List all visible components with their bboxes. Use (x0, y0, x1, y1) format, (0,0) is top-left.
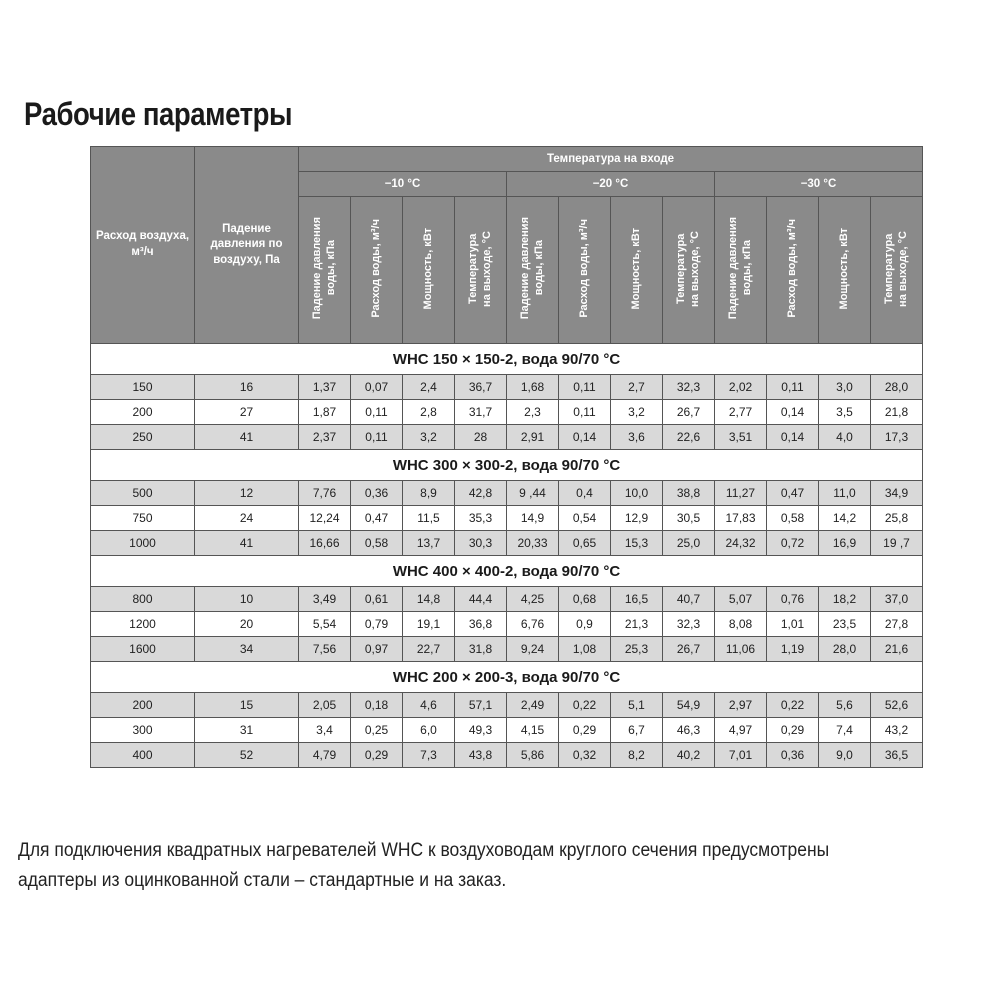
table-cell: 0,18 (351, 693, 403, 718)
table-cell: 2,97 (715, 693, 767, 718)
table-cell: 3,5 (819, 400, 871, 425)
table-cell: 41 (195, 531, 299, 556)
subheader-power (819, 197, 871, 344)
table-cell: 57,1 (455, 693, 507, 718)
table-cell: 0,22 (559, 693, 611, 718)
table-cell: 20,33 (507, 531, 559, 556)
table-cell: 0,65 (559, 531, 611, 556)
table-cell: 750 (91, 506, 195, 531)
table-cell: 3,4 (299, 718, 351, 743)
table-cell: 300 (91, 718, 195, 743)
table-cell: 30,5 (663, 506, 715, 531)
table-cell: 1,19 (767, 637, 819, 662)
table-cell: 200 (91, 693, 195, 718)
subheader-water-flow (559, 197, 611, 344)
table-cell: 21,8 (871, 400, 923, 425)
table-cell: 10,0 (611, 481, 663, 506)
subheader-label: Температура на выходе, °С (466, 230, 493, 307)
table-row (91, 506, 923, 531)
table-cell: 1,37 (299, 375, 351, 400)
table-cell: 34 (195, 637, 299, 662)
table-cell: 52 (195, 743, 299, 768)
table-cell: 28,0 (871, 375, 923, 400)
table-cell: 2,49 (507, 693, 559, 718)
temperature-minus-10-header: −10 °C (299, 172, 507, 197)
table-cell: 0,47 (351, 506, 403, 531)
table-cell: 4,6 (403, 693, 455, 718)
table-cell: 26,7 (663, 637, 715, 662)
subheader-outlet-temperature (663, 197, 715, 344)
table-cell: 0,11 (559, 375, 611, 400)
table-cell: 25,0 (663, 531, 715, 556)
table-cell: 32,3 (663, 375, 715, 400)
table-cell: 37,0 (871, 587, 923, 612)
table-cell: 0,9 (559, 612, 611, 637)
table-cell: 36,5 (871, 743, 923, 768)
table-cell: 4,0 (819, 425, 871, 450)
subheader-label: Расход воды, м³/ч (577, 219, 590, 318)
group-title: WHC 200 × 200-3, вода 90/70 °С (91, 662, 923, 693)
table-cell: 4,79 (299, 743, 351, 768)
table-body (91, 344, 923, 768)
table-cell: 46,3 (663, 718, 715, 743)
page-title: Рабочие параметры (24, 96, 293, 132)
table-cell: 500 (91, 481, 195, 506)
table-cell: 0,61 (351, 587, 403, 612)
table-cell: 14,9 (507, 506, 559, 531)
table-row (91, 481, 923, 506)
table-cell: 16,5 (611, 587, 663, 612)
table-cell: 1,08 (559, 637, 611, 662)
table-cell: 17,83 (715, 506, 767, 531)
subheader-label: Падение давления воды, кПа (726, 217, 753, 320)
table-cell: 24,32 (715, 531, 767, 556)
table-cell: 30,3 (455, 531, 507, 556)
table-cell: 11,5 (403, 506, 455, 531)
table-cell: 0,79 (351, 612, 403, 637)
table-cell: 0,14 (767, 400, 819, 425)
table-cell: 26,7 (663, 400, 715, 425)
table-row (91, 693, 923, 718)
table-cell: 13,7 (403, 531, 455, 556)
table-cell: 31,7 (455, 400, 507, 425)
subheader-outlet-temperature (871, 197, 923, 344)
table-cell: 0,25 (351, 718, 403, 743)
table-cell: 0,11 (559, 400, 611, 425)
table-cell: 5,1 (611, 693, 663, 718)
table-cell: 21,3 (611, 612, 663, 637)
table-cell: 31,8 (455, 637, 507, 662)
table-cell: 9,0 (819, 743, 871, 768)
table-cell: 0,29 (351, 743, 403, 768)
table-cell: 40,7 (663, 587, 715, 612)
table-cell: 4,15 (507, 718, 559, 743)
table-cell: 6,0 (403, 718, 455, 743)
table-cell: 5,54 (299, 612, 351, 637)
table-cell: 4,25 (507, 587, 559, 612)
table-cell: 200 (91, 400, 195, 425)
group-row (91, 450, 923, 481)
table-cell: 0,76 (767, 587, 819, 612)
table-cell: 5,6 (819, 693, 871, 718)
subheader-label: Мощность, кВт (421, 227, 434, 310)
table-cell: 3,2 (403, 425, 455, 450)
table-cell: 800 (91, 587, 195, 612)
subheader-label: Температура на выходе, °С (674, 230, 701, 307)
table-cell: 7,76 (299, 481, 351, 506)
table-cell: 150 (91, 375, 195, 400)
subheader-power (611, 197, 663, 344)
footnote-line-2: адаптеры из оцинкованной стали – стандартные и на заказ. (18, 870, 507, 891)
table-cell: 2,77 (715, 400, 767, 425)
table-cell: 0,14 (559, 425, 611, 450)
table-cell: 44,4 (455, 587, 507, 612)
table-cell: 1,68 (507, 375, 559, 400)
table-cell: 1,87 (299, 400, 351, 425)
table-cell: 0,97 (351, 637, 403, 662)
table-cell: 0,11 (351, 425, 403, 450)
table-cell: 7,56 (299, 637, 351, 662)
table-cell: 4,97 (715, 718, 767, 743)
table-cell: 0,72 (767, 531, 819, 556)
table-cell: 3,2 (611, 400, 663, 425)
table-cell: 1200 (91, 612, 195, 637)
table-cell: 41 (195, 425, 299, 450)
table-cell: 250 (91, 425, 195, 450)
footnote-line-1: Для подключения квадратных нагревателей WHC к воздуховодам круглого сечения предусмотрены (18, 840, 830, 861)
table-cell: 6,76 (507, 612, 559, 637)
group-row (91, 344, 923, 375)
table-header (91, 147, 923, 344)
subheader-water-pressure-drop (299, 197, 351, 344)
inlet-temperature-header: Температура на входе (299, 147, 923, 172)
table-cell: 9 ,44 (507, 481, 559, 506)
table-cell: 0,54 (559, 506, 611, 531)
subheader-label: Расход воды, м³/ч (369, 219, 382, 318)
group-row (91, 662, 923, 693)
table-cell: 25,8 (871, 506, 923, 531)
table-cell: 19 ,7 (871, 531, 923, 556)
table-row (91, 587, 923, 612)
table-row (91, 612, 923, 637)
table-cell: 12,9 (611, 506, 663, 531)
table-cell: 16 (195, 375, 299, 400)
table-cell: 11,06 (715, 637, 767, 662)
table-cell: 2,3 (507, 400, 559, 425)
table-cell: 34,9 (871, 481, 923, 506)
table-cell: 27 (195, 400, 299, 425)
subheader-label: Мощность, кВт (837, 227, 850, 310)
footnote (18, 836, 993, 896)
table-cell: 38,8 (663, 481, 715, 506)
table-cell: 3,49 (299, 587, 351, 612)
table-row (91, 531, 923, 556)
subheader-label: Падение давления воды, кПа (518, 217, 545, 320)
table-cell: 6,7 (611, 718, 663, 743)
table-cell: 12,24 (299, 506, 351, 531)
table-cell: 0,58 (351, 531, 403, 556)
table-cell: 7,3 (403, 743, 455, 768)
table-cell: 0,11 (767, 375, 819, 400)
table-cell: 0,11 (351, 400, 403, 425)
table-cell: 24 (195, 506, 299, 531)
table-cell: 43,2 (871, 718, 923, 743)
air-pressure-drop-header: Падение давления по воздуху, Па (195, 147, 299, 344)
table-row (91, 637, 923, 662)
table-cell: 16,9 (819, 531, 871, 556)
table-cell: 2,05 (299, 693, 351, 718)
table-cell: 8,08 (715, 612, 767, 637)
table-cell: 1,01 (767, 612, 819, 637)
table-cell: 0,68 (559, 587, 611, 612)
table-cell: 20 (195, 612, 299, 637)
table-cell: 14,2 (819, 506, 871, 531)
table-cell: 21,6 (871, 637, 923, 662)
table-cell: 2,37 (299, 425, 351, 450)
table-cell: 2,91 (507, 425, 559, 450)
table-cell: 0,29 (767, 718, 819, 743)
table-cell: 7,4 (819, 718, 871, 743)
subheader-power (403, 197, 455, 344)
table-cell: 9,24 (507, 637, 559, 662)
table-cell: 22,6 (663, 425, 715, 450)
group-row (91, 556, 923, 587)
table-cell: 0,36 (767, 743, 819, 768)
table-cell: 25,3 (611, 637, 663, 662)
group-title: WHC 400 × 400-2, вода 90/70 °С (91, 556, 923, 587)
subheader-water-flow (767, 197, 819, 344)
table-cell: 400 (91, 743, 195, 768)
table-cell: 54,9 (663, 693, 715, 718)
table-cell: 8,2 (611, 743, 663, 768)
table-cell: 10 (195, 587, 299, 612)
table-cell: 49,3 (455, 718, 507, 743)
table-cell: 11,27 (715, 481, 767, 506)
table-cell: 0,58 (767, 506, 819, 531)
group-title: WHC 150 × 150-2, вода 90/70 °С (91, 344, 923, 375)
table-cell: 17,3 (871, 425, 923, 450)
temperature-minus-30-header: −30 °C (715, 172, 923, 197)
table-cell: 2,7 (611, 375, 663, 400)
table-cell: 1600 (91, 637, 195, 662)
table-cell: 0,32 (559, 743, 611, 768)
table-cell: 36,8 (455, 612, 507, 637)
table-cell: 7,01 (715, 743, 767, 768)
table-cell: 0,14 (767, 425, 819, 450)
subheader-label: Расход воды, м³/ч (785, 219, 798, 318)
table-cell: 52,6 (871, 693, 923, 718)
table-cell: 8,9 (403, 481, 455, 506)
table-cell: 36,7 (455, 375, 507, 400)
table-cell: 35,3 (455, 506, 507, 531)
table-cell: 42,8 (455, 481, 507, 506)
table-row (91, 743, 923, 768)
table-row (91, 425, 923, 450)
table-cell: 43,8 (455, 743, 507, 768)
table-cell: 0,29 (559, 718, 611, 743)
temperature-minus-20-header: −20 °C (507, 172, 715, 197)
table-cell: 27,8 (871, 612, 923, 637)
subheader-label: Падение давления воды, кПа (310, 217, 337, 320)
table-cell: 5,07 (715, 587, 767, 612)
table-cell: 19,1 (403, 612, 455, 637)
table-cell: 0,4 (559, 481, 611, 506)
table-cell: 28,0 (819, 637, 871, 662)
table-row (91, 400, 923, 425)
subheader-water-pressure-drop (507, 197, 559, 344)
table-cell: 40,2 (663, 743, 715, 768)
subheader-label: Мощность, кВт (629, 227, 642, 310)
table-cell: 18,2 (819, 587, 871, 612)
table-cell: 0,36 (351, 481, 403, 506)
table-cell: 0,47 (767, 481, 819, 506)
table-cell: 2,8 (403, 400, 455, 425)
table-cell: 31 (195, 718, 299, 743)
table-cell: 22,7 (403, 637, 455, 662)
table-cell: 15 (195, 693, 299, 718)
table-cell: 32,3 (663, 612, 715, 637)
table-cell: 3,6 (611, 425, 663, 450)
table-cell: 3,0 (819, 375, 871, 400)
subheader-water-flow (351, 197, 403, 344)
table-cell: 2,4 (403, 375, 455, 400)
subheader-water-pressure-drop (715, 197, 767, 344)
table-cell: 3,51 (715, 425, 767, 450)
table-cell: 12 (195, 481, 299, 506)
table-row (91, 375, 923, 400)
subheader-label: Температура на выходе, °С (882, 230, 909, 307)
table-cell: 2,02 (715, 375, 767, 400)
table-cell: 16,66 (299, 531, 351, 556)
table-cell: 23,5 (819, 612, 871, 637)
table-row (91, 718, 923, 743)
group-title: WHC 300 × 300-2, вода 90/70 °С (91, 450, 923, 481)
table-cell: 1000 (91, 531, 195, 556)
table-cell: 28 (455, 425, 507, 450)
table-cell: 0,07 (351, 375, 403, 400)
table-cell: 0,22 (767, 693, 819, 718)
operating-parameters-table (90, 146, 923, 768)
table-cell: 14,8 (403, 587, 455, 612)
table-cell: 15,3 (611, 531, 663, 556)
table-cell: 5,86 (507, 743, 559, 768)
subheader-outlet-temperature (455, 197, 507, 344)
table-cell: 11,0 (819, 481, 871, 506)
air-flow-header: Расход воздуха, м³/ч (91, 147, 195, 344)
